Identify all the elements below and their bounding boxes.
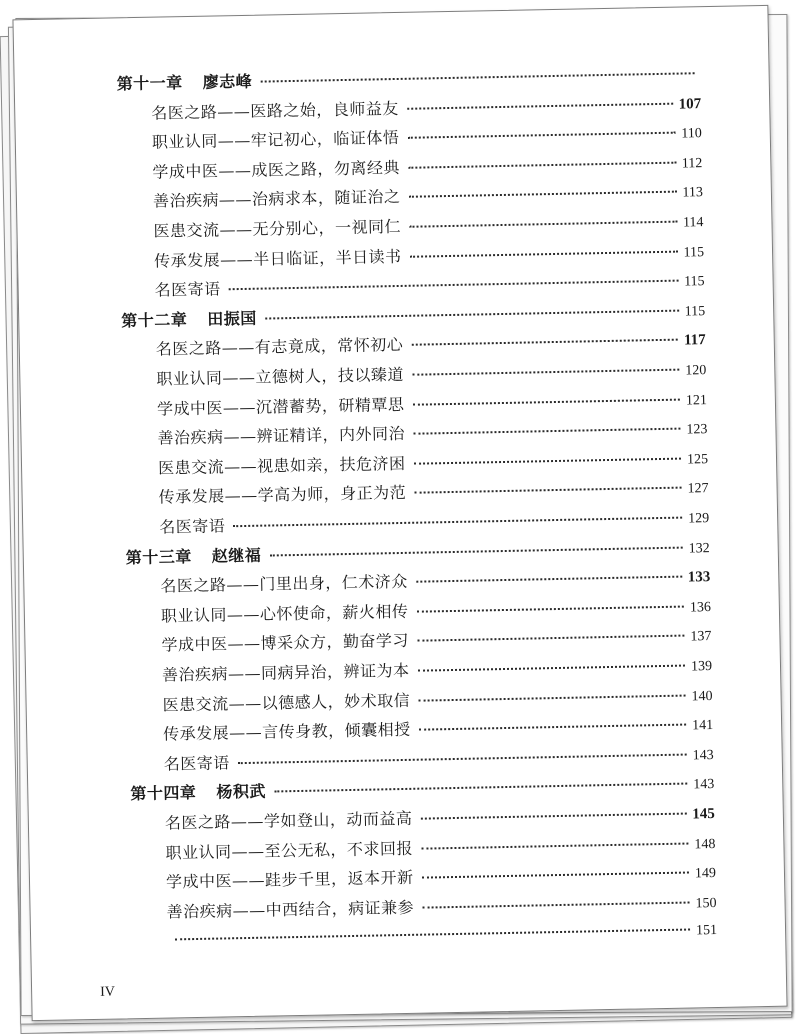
- chapter-author: 廖志峰: [202, 71, 253, 92]
- page-number: 127: [687, 481, 709, 497]
- toc-page: [12, 5, 787, 1021]
- dot-leader: [412, 369, 679, 376]
- dot-leader: [233, 517, 682, 528]
- dot-leader: [409, 221, 677, 228]
- page-folio: IV: [100, 984, 116, 1000]
- page-number: 115: [683, 274, 705, 290]
- dot-leader: [274, 783, 687, 793]
- page-number: 143: [693, 777, 715, 793]
- chapter-title: [130, 778, 266, 809]
- page-number: 117: [683, 332, 706, 349]
- section-title: 医患交流——以德感人，妙术取信: [162, 690, 411, 715]
- dot-leader: [408, 162, 676, 169]
- section-title: 学成中医——成医之路，勿离经典: [152, 157, 401, 182]
- dot-leader: [238, 754, 687, 765]
- dot-leader: [416, 576, 682, 583]
- page-number: 140: [691, 689, 713, 705]
- section-title: 传承发展——半日临证，半日读书: [153, 246, 402, 271]
- dot-leader: [175, 929, 690, 941]
- page-number: 120: [685, 363, 707, 379]
- chapter-number: 第十二章: [121, 310, 188, 331]
- chapter-title: [116, 68, 252, 99]
- page-number: 125: [686, 452, 709, 468]
- dot-leader: [418, 665, 685, 672]
- section-title: 学成中医——博采众方，勤奋学习: [161, 630, 410, 655]
- page-number: 136: [689, 600, 712, 616]
- dot-leader: [417, 635, 684, 642]
- page-number: 139: [690, 659, 713, 675]
- dot-leader: [414, 458, 681, 465]
- page-number: 141: [691, 718, 714, 734]
- dot-leader: [412, 399, 679, 406]
- section-title: 职业认同——立德树人，技以臻道: [156, 364, 405, 389]
- dot-leader: [407, 103, 673, 110]
- page-number: 114: [682, 215, 704, 231]
- table-of-contents: [13, 6, 786, 1020]
- chapter-author: 赵继福: [211, 545, 262, 566]
- dot-leader: [422, 872, 689, 879]
- section-title: 学成中医——沉潜蓄势，研精覃思: [156, 394, 405, 419]
- section-title: 职业认同——心怀使命，薪火相传: [160, 601, 409, 626]
- dot-leader: [411, 339, 678, 346]
- section-title: 名医寄语: [163, 753, 230, 774]
- dot-leader: [229, 280, 678, 291]
- dot-leader: [260, 72, 694, 82]
- chapter-author: 田振国: [207, 308, 257, 329]
- section-title: 传承发展——学高为师，身正为范: [158, 482, 407, 507]
- section-title: 职业认同——至公无私，不求回报: [165, 838, 414, 863]
- page-number: 115: [683, 245, 705, 261]
- page-number: 137: [690, 629, 712, 645]
- chapter-number: 第十一章: [116, 73, 183, 94]
- dot-leader: [418, 695, 685, 702]
- page-number: 112: [681, 156, 703, 172]
- chapter-number: 第十四章: [130, 782, 197, 804]
- dot-leader: [407, 132, 675, 139]
- section-title: 善治疾病——中西结合，病证兼参: [166, 897, 415, 922]
- section-title: 名医之路——医路之始，良师益友: [151, 98, 399, 123]
- dot-leader: [269, 547, 682, 557]
- chapter-author: 杨积武: [216, 781, 267, 802]
- page-number: 123: [686, 422, 708, 438]
- page-number: 121: [685, 393, 708, 409]
- section-title: 善治疾病——辨证精详，内外同治: [157, 423, 406, 448]
- section-title: 名医之路——学如登山，动而益高: [164, 808, 413, 833]
- page-number: 143: [692, 748, 714, 764]
- dot-leader: [414, 487, 681, 494]
- dot-leader: [410, 251, 678, 258]
- section-title: 善治疾病——同病异治，辨证为本: [161, 660, 410, 685]
- page-number: 149: [694, 866, 717, 882]
- chapter-title: [126, 542, 262, 573]
- page-number: 132: [688, 541, 710, 557]
- page-number: 107: [678, 96, 702, 113]
- section-title: 职业认同——牢记初心，临证体悟: [151, 127, 400, 152]
- dot-leader: [421, 843, 688, 850]
- dot-leader: [422, 902, 689, 909]
- page-number: 113: [682, 185, 704, 201]
- section-title: 医患交流——视患如亲，扶危济困: [157, 453, 406, 478]
- page-number: 115: [684, 304, 706, 320]
- dot-leader: [419, 724, 686, 731]
- section-title: 学成中医——跬步千里，返本开新: [165, 867, 414, 892]
- section-title: 名医之路——门里出身，仁术济众: [160, 571, 409, 596]
- page-number: 133: [687, 569, 711, 586]
- dot-leader: [413, 428, 680, 435]
- chapter-title: [121, 305, 257, 336]
- section-title: 医患交流——无分别心，一视同仁: [153, 216, 402, 241]
- section-title: 传承发展——言传身教，倾囊相授: [163, 719, 411, 744]
- section-title: 名医寄语: [154, 279, 221, 300]
- page-number: 151: [695, 922, 718, 939]
- page-number: 129: [688, 511, 710, 527]
- chapter-number: 第十三章: [125, 547, 192, 568]
- page-number: 110: [681, 126, 702, 142]
- dot-leader: [408, 191, 676, 198]
- page-number: 150: [695, 895, 717, 912]
- dot-leader: [265, 310, 679, 320]
- page-number: 145: [692, 806, 715, 823]
- dot-leader: [420, 813, 686, 820]
- section-title: 名医寄语: [159, 516, 226, 537]
- section-title: 名医之路——有志竟成，常怀初心: [155, 334, 404, 359]
- section-title: 善治疾病——治病求本，随证治之: [152, 186, 401, 211]
- page-number: 148: [694, 837, 716, 853]
- dot-leader: [416, 606, 683, 613]
